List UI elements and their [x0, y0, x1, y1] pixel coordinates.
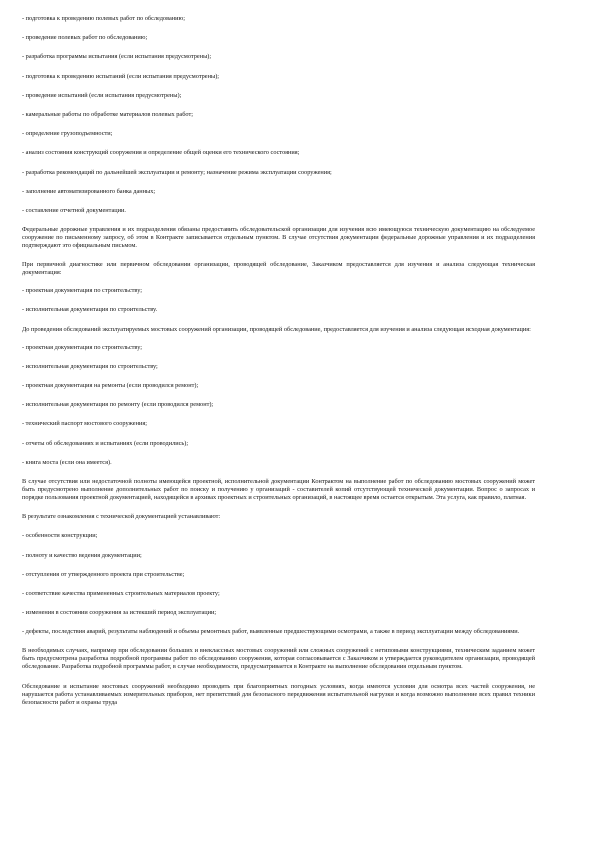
list-item: - исполнительная документация по строительству. — [22, 306, 158, 314]
list-item: - проектная документация по строительству; — [22, 343, 143, 351]
list-item: - изменения в состоянии сооружения за истекший период эксплуатации; — [22, 609, 217, 617]
list-item: - соответствие качества примененных строительных материалов проекту; — [22, 589, 220, 597]
paragraph-review-results: В результате ознакомления с технической документацией устанавливают: — [22, 513, 221, 521]
list-item: - отступления от утвержденного проекта при строительстве; — [22, 570, 185, 578]
list-item: - заполнение автоматизированного банка данных; — [22, 187, 156, 195]
paragraph-weather-conditions: Обследование и испытание мостовых сооружений необходимо проводить при благоприятных погодных условиях, когда имеются условия для осмотра всех частей сооружения, не нарушается работа устанавливаемых измерительных приборов, нет препятствий для безопасного передвижения испытательной нагрузки и когда возможно выполнение всех правил техники безопасности работ и охраны труда — [22, 682, 535, 706]
list-item: - подготовка к проведению испытаний (если испытания предусмотрены); — [22, 72, 220, 80]
paragraph-primary-diagnostics: При первичной диагностике или первичном обследовании организации, проводящей обследование, Заказчиком предоставляется для изучения и анализа следующая техническая документация: — [22, 261, 535, 277]
list-item: - подготовка к проведению полевых работ по обследованию; — [22, 15, 185, 22]
paragraph-source-documentation: До проведения обследований эксплуатируемых мостовых сооружений организации, проводящей обследование, предоставляется для изучения и анализа следующая исходная документация: — [22, 325, 531, 333]
list-item: - особенности конструкции; — [22, 532, 98, 540]
list-item: - технический паспорт мостового сооружения; — [22, 420, 147, 428]
list-item: - разработка программы испытания (если испытания предусмотрены); — [22, 53, 212, 61]
list-item: - полноту и качество ведения документации; — [22, 551, 142, 559]
paragraph-documentation-request: Федеральные дорожные управления и их подразделения обязаны предоставить обследовательской организации для изучения всю имеющуюся техническую документацию на обследуемое сооружение по письменному запросу, об этом в Контракте записывается отдельным пунктом. В случае отсутствия документации федеральные дорожные управления и их подразделения подтверждают это официальным письмом. — [22, 226, 535, 250]
list-item: - составление отчетной документации. — [22, 206, 126, 214]
list-item: - проектная документация по строительству; — [22, 287, 143, 295]
list-item: - определение грузоподъемности; — [22, 130, 113, 138]
list-item: - камеральные работы по обработке материалов полевых работ; — [22, 110, 193, 118]
list-item: - проведение испытаний (если испытания предусмотрены); — [22, 91, 182, 99]
list-item: - отчеты об обследованиях и испытаниях (если проводились); — [22, 439, 189, 447]
list-item: - книга моста (если она имеется). — [22, 458, 112, 466]
list-item: - исполнительная документация по строительству; — [22, 362, 158, 370]
list-item: - исполнительная документация по ремонту (если проводился ремонт); — [22, 401, 214, 409]
paragraph-missing-documentation: В случае отсутствия или недостаточной полноты имеющейся проектной, исполнительной документации Контрактом на выполнение работ по обследованию мостовых сооружений может быть предусмотрено выполнение дополнительных работ по поиску и получению у организаций - составителей копий отсутствующей технической документации. Вопрос о запросах и порядке пользования проектной документацией, находящейся в архивах проектных и строительных организаций, в настоящее время остается открытым. Эта услуга, как правило, платная. — [22, 477, 535, 501]
list-item: - проектная документация на ремонты (если проводился ремонт); — [22, 382, 199, 389]
paragraph-work-program: В необходимых случаях, например при обследовании больших и внеклассных мостовых сооружений или сложных сооружений с нетиповыми конструкциями, техническим заданием может быть предусмотрена разработка подробной программы работ по обследованию сооружения, которая согласовывается с Заказчиком и утверждается руководителем организации, проводящей обследование. Разработка подробной программы работ, в случае необходимости, предусматривается в Контракте на выполнение обследования отдельным пунктом. — [22, 647, 535, 671]
list-item: - проведение полевых работ по обследованию; — [22, 34, 148, 42]
paragraph-defects: - дефекты, последствия аварий, результаты наблюдений и объемы ремонтных работ, выявленные предшествующими осмотрами, а также в период эксплуатации между обследованиями. — [22, 628, 520, 636]
list-item: - разработка рекомендаций по дальнейшей эксплуатации и ремонту; назначение режима эксплуатации сооружения; — [22, 168, 332, 176]
list-item: - анализ состояния конструкций сооружения и определение общей оценки его технического состояния; — [22, 149, 300, 157]
